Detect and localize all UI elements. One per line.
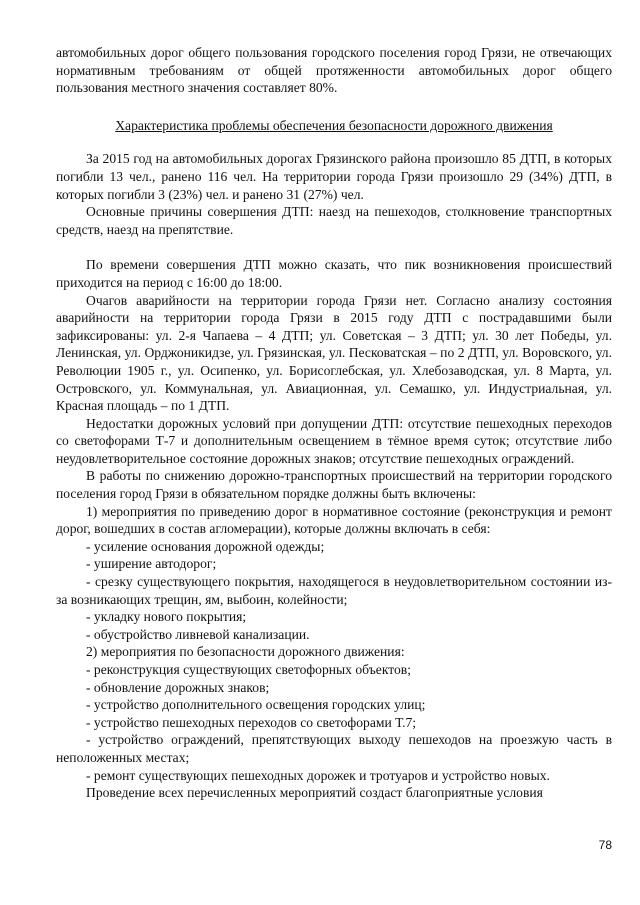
paragraph-measures-2: 2) мероприятия по безопасности дорожного движения:	[86, 644, 405, 660]
paragraph-road-deficiencies: Недостатки дорожных условий при допущении ДТП: отсутствие пешеходных переходов со светофорами Т-7 и дополнительным освещением в тёмное время суток; отсутствие либо неудовлетворительное состояние дорожных знаков; отсутствие пешеходных ограждений.	[56, 415, 612, 466]
list-item: - укладку нового покрытия;	[86, 609, 247, 625]
paragraph-measures-intro: В работы по снижению дорожно-транспортных происшествий на территории городского поселения город Грязи в обязательном порядке должны быть включены:	[56, 468, 612, 502]
intro-paragraph: автомобильных дорог общего пользования городского поселения город Грязи, не отвечающих нормативным требованиям от общей протяженности автомобильных дорог общего пользования местного значения составляет 80%.	[56, 45, 612, 96]
list-item: - устройство ограждений, препятствующих выходу пешеходов на проезжую часть в неположенных местах;	[56, 732, 612, 765]
paragraph-main-causes: Основные причины совершения ДТП: наезд на пешеходов, столкновение транспортных средств, наезд на препятствие.	[56, 204, 612, 237]
paragraph-peak-time: По времени совершения ДТП можно сказать, что пик возникновения происшествий приходится на период с 16:00 до 18:00.	[56, 257, 612, 290]
paragraph-conclusion: Проведение всех перечисленных мероприятий создаст благоприятные условия	[86, 785, 543, 801]
list-item: - реконструкция существующих светофорных объектов;	[86, 662, 411, 677]
paragraph-accident-stats: За 2015 год на автомобильных дорогах Грязинского района произошло 85 ДТП, в которых погибли 13 чел., ранено 116 чел. На территории города Грязи произошло 29 (34%) ДТП, в которых погибли 3 (23%) чел. и ранено 31 (27%) чел.	[56, 151, 612, 202]
section-heading: Характеристика проблемы обеспечения безопасности дорожного движения	[115, 117, 553, 133]
list-item: - устройство пешеходных переходов со светофорами Т.7;	[86, 714, 417, 730]
document-body	[56, 44, 612, 802]
list-item: - устройство дополнительного освещения городских улиц;	[86, 697, 426, 713]
list-item: - обновление дорожных знаков;	[86, 679, 270, 695]
list-item: - уширение автодорог;	[86, 556, 217, 572]
paragraph-hotspots: Очагов аварийности на территории города Грязи нет. Согласно анализу состояния аварийности на территории города Грязи в 2015 году ДТП с пострадавшими были зафиксированы: ул. 2-я Чапаева – 4 ДТП; ул. Советская – 3 ДТП; ул. 30 лет Победы, ул. Ленинская, ул. Орджоникидзе, ул. Грязинская, ул. Песковатская – по 2 ДТП, ул. Воровского, ул. Революции 1905 г., ул. Осипенко, ул. Борисоглебская, ул. Хлебозаводская, ул. 8 Марта, ул. Островского, ул. Коммунальная, ул. Авиационная, ул. Семашко, ул. Индустриальная, ул. Красная площадь – по 1 ДТП.	[56, 292, 612, 414]
list-item: - усиление основания дорожной одежды;	[86, 538, 325, 554]
page-number: 78	[598, 838, 612, 852]
list-item: - ремонт существующих пешеходных дорожек и тротуаров и устройство новых.	[86, 767, 550, 783]
list-item: - срезку существующего покрытия, находящегося в неудовлетворительном состоянии из-за возникающих трещин, ям, выбоин, колейности;	[56, 574, 612, 607]
paragraph-measures-1: 1) мероприятия по приведению дорог в нормативное состояние (реконструкция и ремонт дорог, вошедших в состав агломерации), которые должны включать в себя:	[56, 503, 612, 537]
list-item: - обустройство ливневой канализации.	[86, 626, 310, 642]
